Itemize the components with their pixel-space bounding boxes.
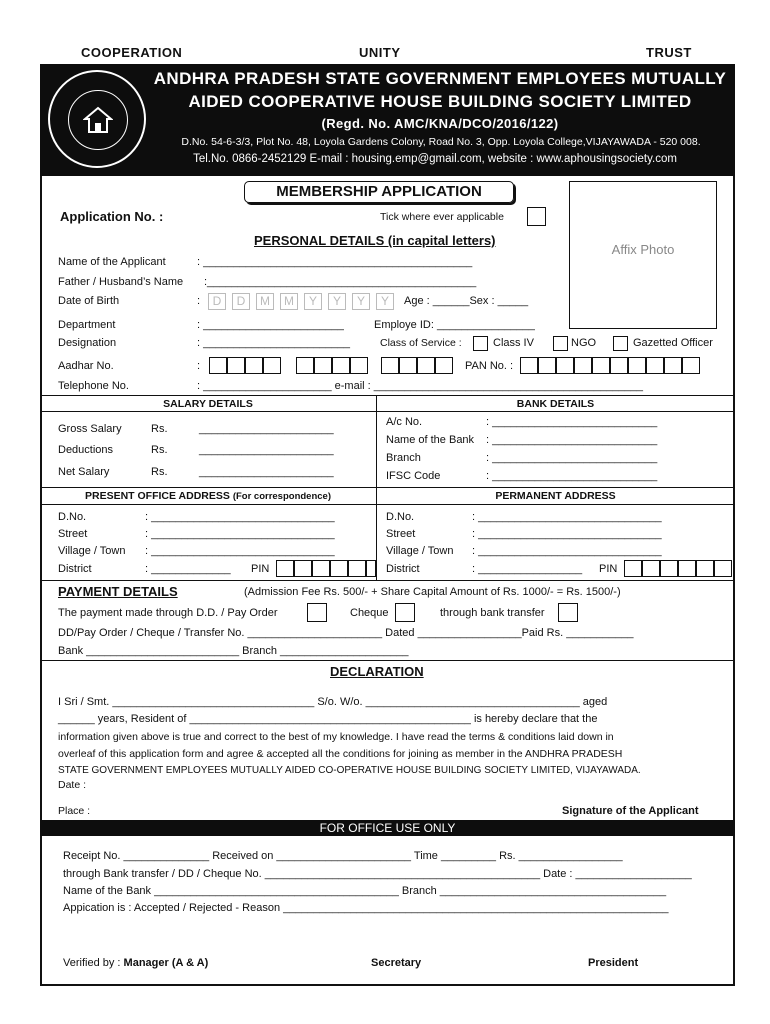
aadhar-cell[interactable] — [245, 357, 263, 374]
permanent-district-label: District — [386, 563, 420, 575]
present-address-heading: PRESENT OFFICE ADDRESS (For correspondence) — [85, 490, 331, 502]
age-sex-field[interactable]: Age : ______Sex : _____ — [404, 295, 529, 307]
present-pin-label: PIN — [251, 563, 270, 575]
aadhar-cell[interactable] — [350, 357, 368, 374]
house-icon — [83, 105, 113, 135]
declaration-heading: DECLARATION — [330, 664, 424, 679]
divider — [40, 660, 735, 661]
gazetted-checkbox[interactable] — [613, 336, 628, 351]
permanent-pin-cell[interactable] — [678, 560, 696, 577]
motto-unity: UNITY — [359, 45, 401, 60]
president-label: President — [588, 957, 639, 969]
designation-label: Designation — [58, 337, 117, 349]
salary-details-heading: SALARY DETAILS — [163, 398, 253, 410]
net-rs-label: Rs. — [151, 466, 168, 478]
office-bank-field[interactable]: Name of the Bank ________________________________________ Branch _____________________________________ — [63, 885, 667, 897]
gazetted-label: Gazetted Officer — [633, 337, 713, 349]
department-label: Department — [58, 319, 116, 331]
personal-details-heading: PERSONAL DETAILS (in capital letters) — [254, 233, 496, 248]
dob-cell[interactable]: M — [256, 293, 274, 310]
receipt-field[interactable]: Receipt No. ______________ Received on ______________________ Time _________ Rs. _________________ — [63, 850, 623, 862]
pan-cell[interactable] — [628, 357, 646, 374]
present-street-label: Street — [58, 528, 88, 540]
pan-cell[interactable] — [664, 357, 682, 374]
society-header — [40, 64, 735, 176]
tick-checkbox[interactable] — [527, 207, 546, 226]
deductions-field[interactable]: ______________________ — [199, 444, 334, 456]
dob-cell[interactable]: Y — [376, 293, 394, 310]
pan-cell[interactable] — [646, 357, 664, 374]
aadhar-cell[interactable] — [227, 357, 245, 374]
present-village-field[interactable]: : ______________________________ — [145, 545, 335, 557]
branch-field[interactable]: : ___________________________ — [486, 452, 658, 464]
aadhar-cell[interactable] — [296, 357, 314, 374]
aadhar-cell[interactable] — [263, 357, 281, 374]
class-of-service-label: Class of Service : — [380, 337, 462, 349]
net-salary-label: Net Salary — [58, 466, 110, 478]
present-dno-field[interactable]: : ______________________________ — [145, 511, 335, 523]
permanent-street-field[interactable]: : ______________________________ — [472, 528, 662, 540]
permanent-pin-cell[interactable] — [660, 560, 678, 577]
society-title-line1: ANDHRA PRADESH STATE GOVERNMENT EMPLOYEES MUTUALLY — [153, 69, 727, 88]
affix-photo-label: Affix Photo — [611, 242, 675, 257]
divider — [40, 504, 735, 505]
declaration-place[interactable]: Place : — [58, 805, 91, 817]
pan-cell[interactable] — [574, 357, 592, 374]
affix-photo-box[interactable] — [569, 181, 717, 329]
permanent-pin-label: PIN — [599, 563, 618, 575]
permanent-pin-cell[interactable] — [714, 560, 732, 577]
motto-trust: TRUST — [646, 45, 692, 60]
pan-cell[interactable] — [520, 357, 538, 374]
applicant-signature-label: Signature of the Applicant — [562, 805, 699, 817]
pan-cell[interactable] — [610, 357, 628, 374]
branch-label: Branch — [386, 452, 421, 464]
aadhar-cell[interactable] — [332, 357, 350, 374]
applicant-name-field[interactable]: : ____________________________________________ — [197, 256, 473, 268]
permanent-dno-label: D.No. — [386, 511, 415, 523]
permanent-pin-cell[interactable] — [624, 560, 642, 577]
father-name-label: Father / Husband’s Name — [58, 276, 184, 288]
present-district-field[interactable]: : _____________ — [145, 563, 231, 575]
pan-cell[interactable] — [682, 357, 700, 374]
bank-details-heading: BANK DETAILS — [516, 398, 595, 410]
divider — [40, 580, 735, 581]
form-title: MEMBERSHIP APPLICATION — [244, 181, 514, 203]
aadhar-cell[interactable] — [417, 357, 435, 374]
permanent-village-label: Village / Town — [386, 545, 454, 557]
designation-field[interactable]: : ________________________ — [197, 337, 350, 349]
divider — [40, 411, 735, 412]
society-address: D.No. 54-6-3/3, Plot No. 48, Loyola Gardens Colony, Road No. 3, Opp. Loyola College,VIJAYAWADA - 520 008. — [181, 136, 701, 148]
dob-cell[interactable]: Y — [304, 293, 322, 310]
department-field[interactable]: : _______________________ — [197, 319, 344, 331]
pan-cell[interactable] — [592, 357, 610, 374]
father-name-field[interactable]: :____________________________________________ — [204, 276, 477, 288]
deductions-label: Deductions — [58, 444, 114, 456]
bank-name-field[interactable]: : ___________________________ — [486, 434, 658, 446]
office-use-bar: FOR OFFICE USE ONLY — [40, 820, 735, 836]
society-seal-logo — [48, 70, 146, 168]
present-pin-cell[interactable] — [330, 560, 348, 577]
ifsc-field[interactable]: : ___________________________ — [486, 470, 658, 482]
cheque-label: Cheque — [350, 607, 389, 619]
motto-cooperation: COOPERATION — [81, 45, 183, 60]
divider — [40, 487, 735, 488]
declaration-line-1[interactable]: I Sri / Smt. _________________________________ S/o. W/o. ___________________________________ aged — [58, 696, 608, 708]
divider — [40, 395, 735, 396]
pan-cell[interactable] — [556, 357, 574, 374]
payment-reference-field[interactable]: DD/Pay Order / Cheque / Transfer No. ______________________ Dated _________________Paid Rs. ___________ — [58, 627, 634, 639]
payment-bank-field[interactable]: Bank _________________________ Branch _____________________ — [58, 645, 409, 657]
dob-cell[interactable]: Y — [328, 293, 346, 310]
society-title-line2: AIDED COOPERATIVE HOUSE BUILDING SOCIETY LIMITED — [188, 92, 692, 111]
present-street-field[interactable]: : ______________________________ — [145, 528, 335, 540]
application-status-field[interactable]: Appication is : Accepted / Rejected - Reason _______________________________________________________________ — [63, 902, 669, 914]
dob-colon: : — [197, 295, 201, 307]
transfer-field[interactable]: through Bank transfer / DD / Cheque No. _____________________________________________ Date : ___________________ — [63, 868, 692, 880]
gross-salary-label: Gross Salary — [58, 423, 122, 435]
pan-label: PAN No. : — [465, 360, 514, 372]
declaration-line-5: STATE GOVERNMENT EMPLOYEES MUTUALLY AIDED CO-OPERATIVE HOUSE BUILDING SOCIETY LIMITED, VIJAYAWADA. — [58, 765, 641, 776]
aadhar-cell[interactable] — [381, 357, 399, 374]
applicant-name-label: Name of the Applicant — [58, 256, 166, 268]
ifsc-label: IFSC Code — [386, 470, 441, 482]
telephone-label: Telephone No. — [58, 380, 129, 392]
net-salary-field[interactable]: ______________________ — [199, 466, 334, 478]
present-pin-cell[interactable] — [294, 560, 312, 577]
aadhar-cell[interactable] — [209, 357, 227, 374]
permanent-pin-cell[interactable] — [642, 560, 660, 577]
class-iv-label: Class IV — [493, 337, 534, 349]
dob-cell[interactable]: Y — [352, 293, 370, 310]
society-contact: Tel.No. 0866-2452129 E-mail : housing.emp@gmail.com, website : www.aphousingsociety.com — [193, 153, 677, 165]
dob-cell[interactable]: M — [280, 293, 298, 310]
pay-order-checkbox[interactable] — [307, 603, 327, 622]
present-dno-label: D.No. — [58, 511, 87, 523]
ngo-checkbox[interactable] — [553, 336, 568, 351]
secretary-label: Secretary — [371, 957, 422, 969]
permanent-address-heading: PERMANENT ADDRESS — [495, 490, 616, 502]
declaration-line-2[interactable]: ______ years, Resident of ______________________________________________ is hereby declare that the — [58, 713, 598, 725]
bank-name-label: Name of the Bank — [386, 434, 475, 446]
deductions-rs-label: Rs. — [151, 444, 168, 456]
present-district-label: District — [58, 563, 92, 575]
employee-id-field[interactable]: Employe ID: ________________ — [374, 319, 535, 331]
dob-label: Date of Birth — [58, 295, 120, 307]
verified-by: Verified by : Manager (A & A) — [63, 957, 209, 969]
declaration-line-3: information given above is true and correct to the best of my knowledge. I have read the terms & conditions laid down in — [58, 731, 614, 743]
permanent-district-field[interactable]: : _________________ — [472, 563, 583, 575]
present-village-label: Village / Town — [58, 545, 126, 557]
gross-rs-label: Rs. — [151, 423, 168, 435]
permanent-street-label: Street — [386, 528, 416, 540]
fee-note: (Admission Fee Rs. 500/- + Share Capital Amount of Rs. 1000/- = Rs. 1500/-) — [244, 586, 621, 598]
bank-transfer-label: through bank transfer — [440, 607, 545, 619]
present-pin-cell[interactable] — [276, 560, 294, 577]
application-number-label: Application No. : — [60, 209, 164, 224]
aadhar-cell[interactable] — [435, 357, 453, 374]
ngo-label: NGO — [571, 337, 597, 349]
aadhar-cell[interactable] — [314, 357, 332, 374]
present-pin-cell[interactable] — [312, 560, 330, 577]
payment-details-heading: PAYMENT DETAILS — [58, 584, 178, 599]
class-iv-checkbox[interactable] — [473, 336, 488, 351]
present-pin-cell[interactable] — [348, 560, 366, 577]
present-pin-cell[interactable] — [366, 560, 376, 577]
aadhar-colon: : — [197, 360, 201, 372]
declaration-date[interactable]: Date : — [58, 779, 87, 791]
pan-cell[interactable] — [538, 357, 556, 374]
telephone-email-field[interactable]: : _____________________ e-mail : ____________________________________________ — [197, 380, 643, 392]
registration-number: (Regd. No. AMC/KNA/DCO/2016/122) — [321, 116, 559, 131]
declaration-line-4: overleaf of this application form and agree & accepted all the conditions for joining as member in the ANDHRA PRADESH — [58, 748, 623, 760]
tick-note: Tick where ever applicable — [380, 211, 504, 223]
gross-salary-field[interactable]: ______________________ — [199, 423, 334, 435]
dob-cell[interactable]: D — [232, 293, 250, 310]
aadhar-cell[interactable] — [399, 357, 417, 374]
permanent-pin-cell[interactable] — [696, 560, 714, 577]
bank-transfer-checkbox[interactable] — [558, 603, 578, 622]
dob-cell[interactable]: D — [208, 293, 226, 310]
permanent-village-field[interactable]: : ______________________________ — [472, 545, 662, 557]
account-number-label: A/c No. — [386, 416, 423, 428]
account-number-field[interactable]: : ___________________________ — [486, 416, 658, 428]
permanent-dno-field[interactable]: : ______________________________ — [472, 511, 662, 523]
payment-through-label: The payment made through D.D. / Pay Order — [58, 607, 278, 619]
cheque-checkbox[interactable] — [395, 603, 415, 622]
aadhar-label: Aadhar No. — [58, 360, 114, 372]
